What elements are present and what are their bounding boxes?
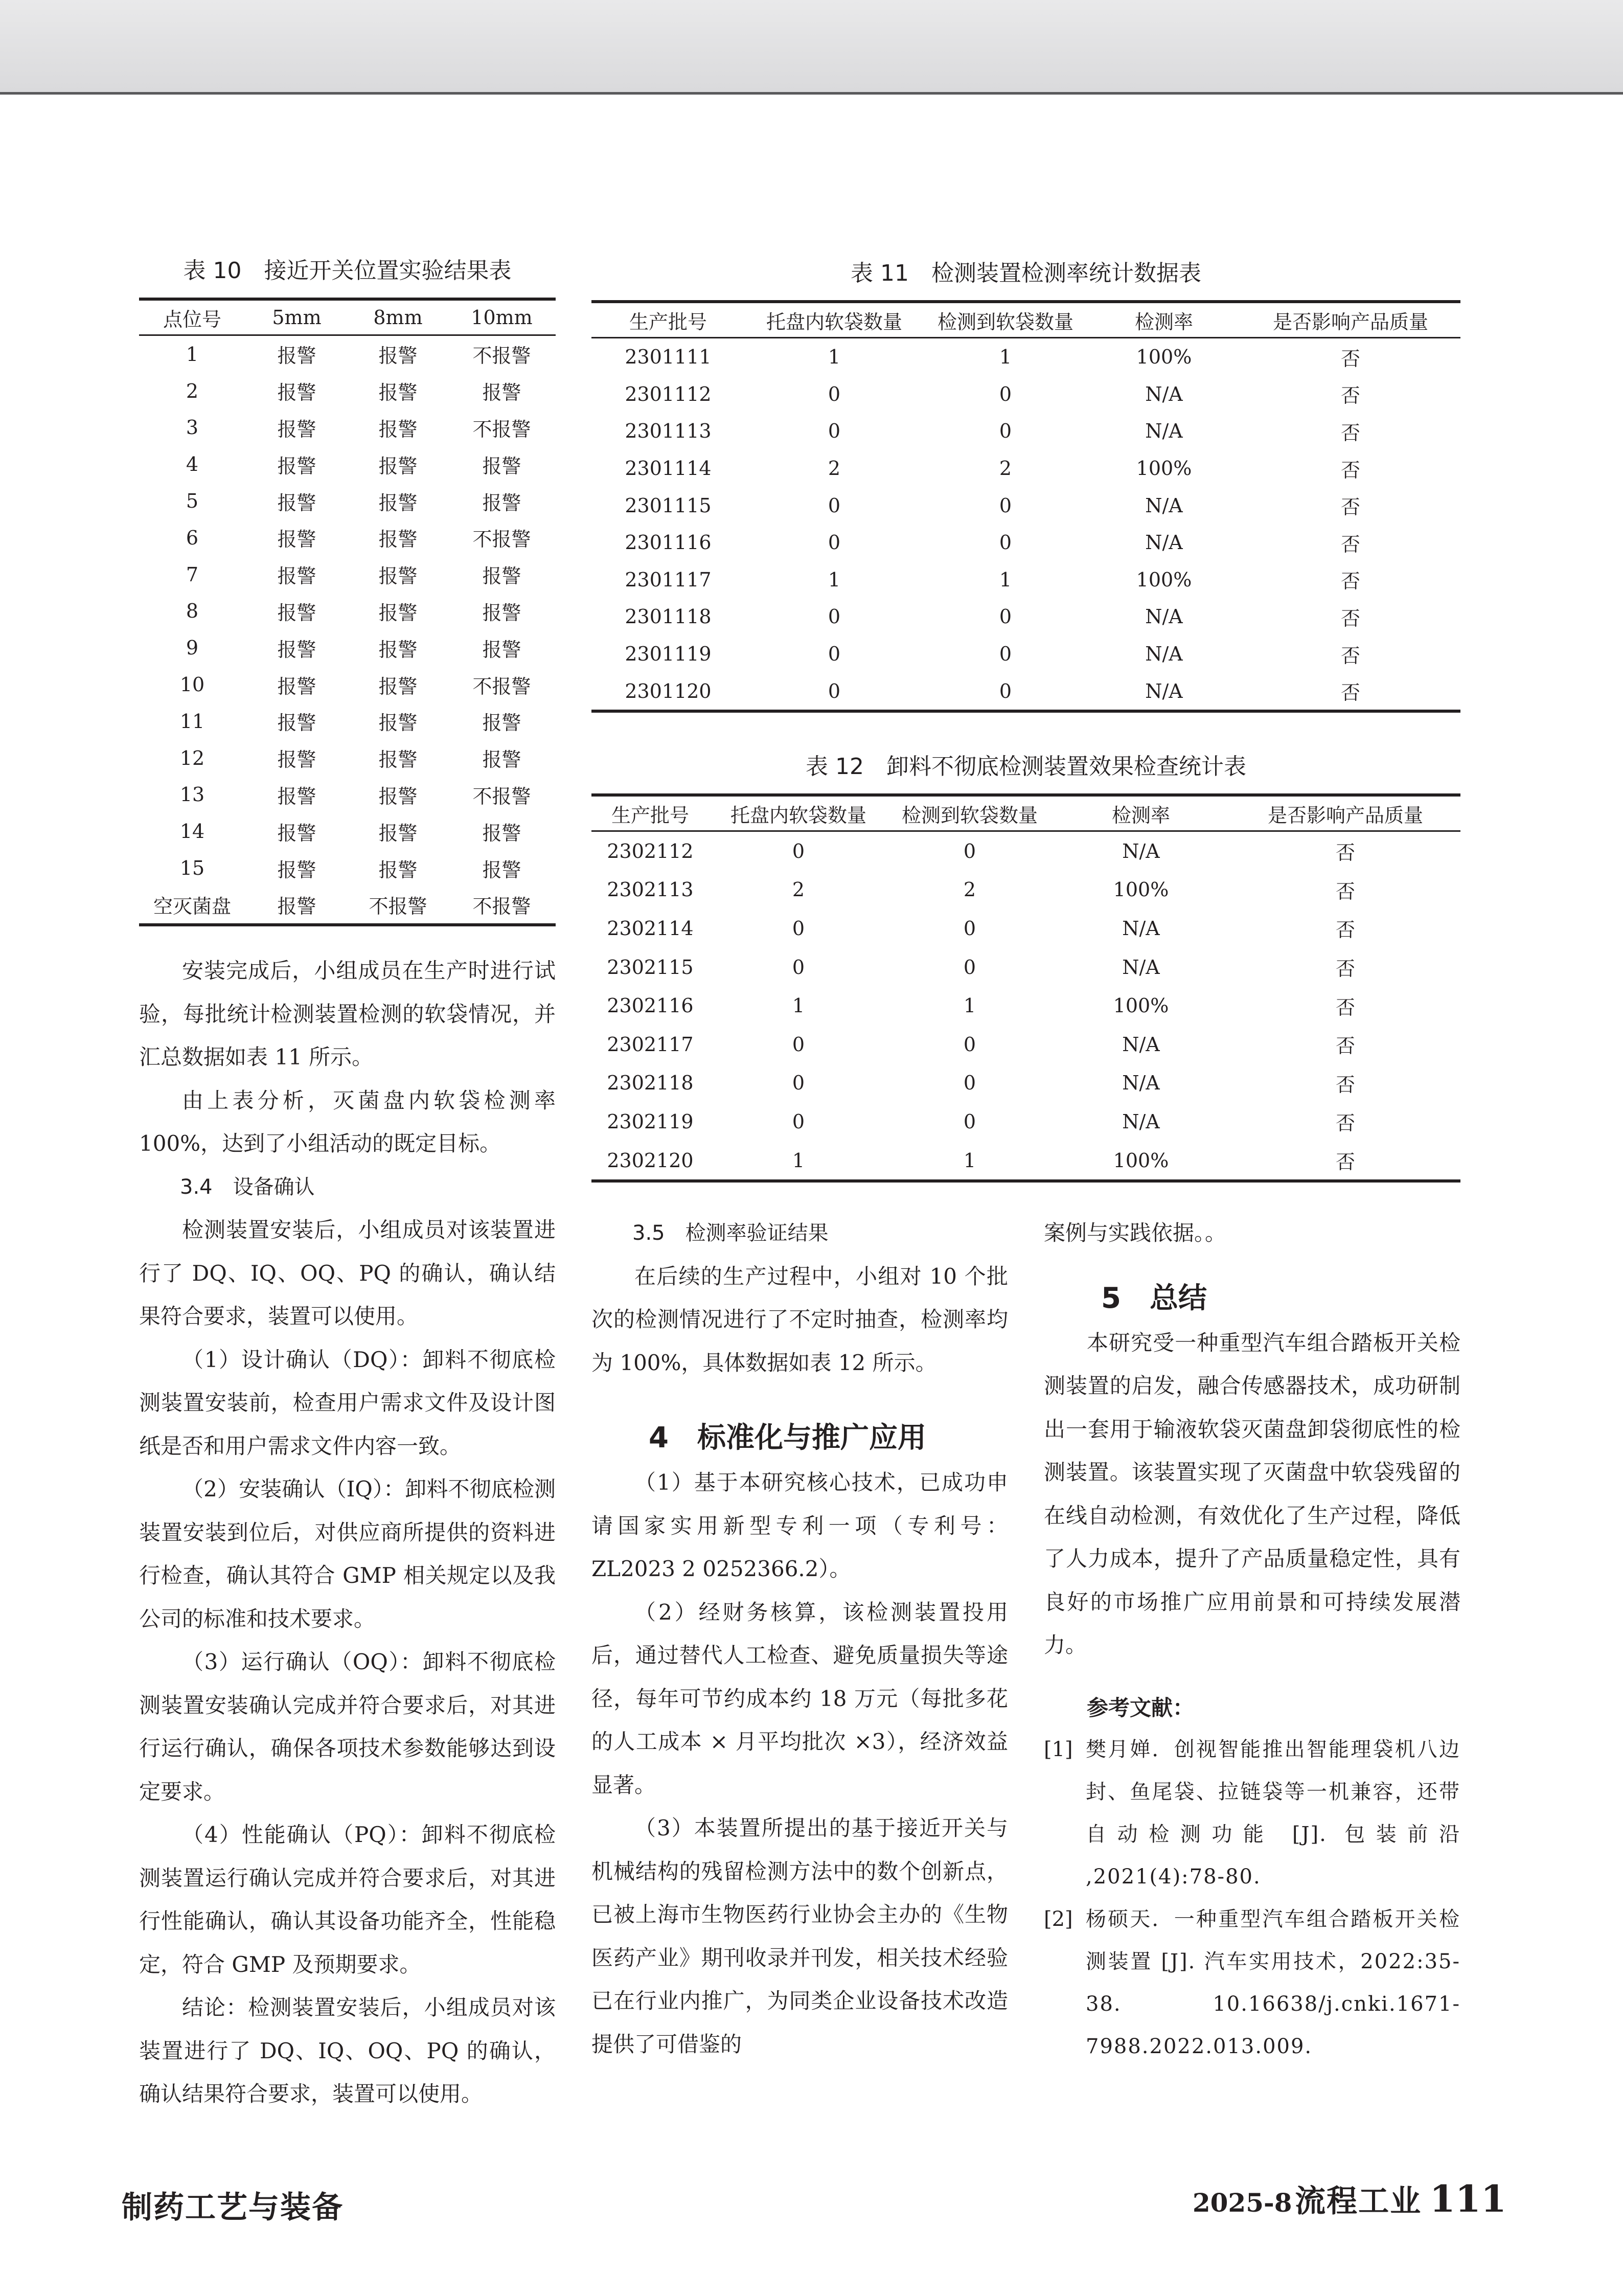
reference-number: [2] — [1044, 1907, 1073, 1931]
table-cell: 否 — [1335, 996, 1355, 1019]
paragraph: （2）安装确认（IQ）：卸料不彻底检测装置安装到位后，对供应商所提供的资料进行检查，确认其符合 GMP 相关规定以及我公司的标准和技术要求。 — [139, 1476, 556, 1631]
table-header-cell: 点位号 — [139, 299, 245, 335]
table-cell: 否 — [1335, 1112, 1355, 1135]
table-cell: 2301112 — [625, 382, 712, 405]
table-cell: 2302119 — [607, 1110, 694, 1133]
table-cell: 报警 — [277, 381, 316, 404]
paragraph: 检测装置安装后，小组成员对该装置进行了 DQ、IQ、OQ、PQ 的确认，确认结果符合要求，装置可以使用。 — [139, 1217, 556, 1329]
table-row — [139, 446, 556, 483]
table-header-cell: 5mm — [245, 299, 348, 335]
table-cell: 100% — [1136, 568, 1192, 591]
table-cell: 2302115 — [607, 956, 694, 979]
table-cell: 3 — [186, 416, 199, 439]
table-row — [139, 703, 556, 740]
reference-text: 杨硕天．一种重型汽车组合踏板开关检测装置 [J]. 汽车实用技术，2022:35-38. 10.16638/j.cnki.1671-7988.2022.013.009. — [1086, 1907, 1460, 2058]
paragraph: （4）性能确认（PQ）：卸料不彻底检测装置运行确认完成并符合要求后，对其进行性能确认，确认其设备功能齐全，性能稳定，符合 GMP 及预期要求。 — [139, 1822, 556, 1977]
page-number: 111 — [1429, 2177, 1506, 2220]
table-cell: 0 — [999, 382, 1012, 405]
table-cell: 报警 — [378, 675, 418, 698]
section-heading-4: 4 标准化与推广应用 — [649, 1421, 926, 1454]
table-cell: 不报警 — [472, 528, 531, 551]
table-cell: 2 — [828, 457, 841, 480]
reference-item — [1044, 1898, 1460, 2068]
table-cell: 不报警 — [472, 785, 531, 808]
table-cell: 2302118 — [607, 1072, 694, 1095]
table-cell: N/A — [1122, 956, 1160, 979]
table-cell: 0 — [963, 1110, 976, 1133]
table-cell: 2302120 — [607, 1149, 694, 1172]
table-cell: 否 — [1340, 681, 1360, 704]
table-cell: 报警 — [482, 381, 521, 404]
table-cell: 0 — [828, 420, 841, 443]
table-cell: 否 — [1340, 459, 1360, 482]
table-cell: 0 — [828, 605, 841, 628]
table-cell: 报警 — [482, 748, 521, 771]
table-cell: 报警 — [277, 528, 316, 551]
table-cell: 报警 — [378, 491, 418, 514]
table-cell: 否 — [1340, 421, 1360, 444]
table-cell: N/A — [1145, 382, 1183, 405]
table-cell: 0 — [792, 917, 805, 940]
table-cell: 报警 — [378, 601, 418, 624]
table-row — [139, 629, 556, 666]
table-row — [139, 850, 556, 886]
table-cell: 报警 — [277, 601, 316, 624]
table-cell: 2301111 — [625, 346, 712, 369]
table-cell: 报警 — [277, 454, 316, 478]
table-cell: 0 — [999, 494, 1012, 517]
table-cell: 100% — [1113, 994, 1169, 1017]
footer-journal-name: 流程工业 — [1295, 2184, 1422, 2219]
table-header-cell: 生产批号 — [591, 302, 745, 338]
table-cell: N/A — [1122, 839, 1160, 862]
table-row — [591, 1064, 1460, 1103]
table-cell: 1 — [792, 994, 805, 1017]
table-cell: 1 — [999, 568, 1012, 591]
table-cell: 2302113 — [607, 878, 694, 901]
table-cell: 报警 — [378, 858, 418, 881]
table-cell: 不报警 — [472, 345, 531, 368]
table-cell: 0 — [792, 839, 805, 862]
table-cell: 2301117 — [625, 568, 712, 591]
table-row — [591, 598, 1460, 635]
table-cell: 否 — [1340, 570, 1360, 593]
table-cell: 100% — [1136, 457, 1192, 480]
table-cell: 2301120 — [625, 679, 712, 702]
references-heading: 参考文献： — [1087, 1695, 1195, 1720]
middle-column — [591, 1212, 1008, 2066]
table12 — [591, 793, 1460, 1183]
table-cell: 0 — [963, 1033, 976, 1056]
table-row — [139, 886, 556, 925]
table-cell: 报警 — [277, 638, 316, 661]
table-cell: 报警 — [378, 418, 418, 441]
table-cell: 否 — [1340, 607, 1360, 630]
table-cell: 报警 — [277, 822, 316, 845]
table-cell: 空灭菌盘 — [153, 895, 231, 918]
table-cell: 报警 — [378, 712, 418, 735]
table-cell: 2301119 — [625, 643, 712, 666]
table11-caption: 表 11 检测装置检测率统计数据表 — [851, 260, 1201, 286]
table-cell: 报警 — [277, 345, 316, 368]
table-row — [591, 487, 1460, 524]
paragraph: 由上表分析，灭菌盘内软袋检测率 100%，达到了小组活动的既定目标。 — [139, 1087, 556, 1156]
table-cell: 否 — [1340, 384, 1360, 407]
table-cell: 2 — [963, 878, 976, 901]
table-cell: 2302112 — [607, 839, 694, 862]
table-cell: 0 — [828, 531, 841, 554]
table-row — [591, 376, 1460, 413]
table-cell: 0 — [999, 643, 1012, 666]
table-cell: 报警 — [378, 528, 418, 551]
table-cell: 8 — [186, 600, 199, 623]
table-cell: 0 — [999, 679, 1012, 702]
table-header-cell: 检测率 — [1087, 302, 1241, 338]
table-row — [139, 813, 556, 850]
paragraph: （1）设计确认（DQ）：卸料不彻底检测装置安装前，检查用户需求文件及设计图纸是否和用户需求文件内容一致。 — [139, 1347, 556, 1459]
table-cell: 否 — [1340, 496, 1360, 519]
footer-section-title: 制药工艺与装备 — [122, 2190, 344, 2225]
table-cell: 4 — [186, 453, 199, 476]
table-row — [591, 948, 1460, 987]
page-top-band — [0, 0, 1623, 95]
table-header-cell: 是否影响产品质量 — [1241, 302, 1460, 338]
table-cell: 6 — [186, 526, 199, 549]
table-cell: N/A — [1145, 605, 1183, 628]
table-cell: N/A — [1122, 1033, 1160, 1056]
paragraph: （1）基于本研究核心技术，已成功申请国家实用新型专利一项（专利号：ZL2023 2 0252366.2）。 — [591, 1470, 1008, 1581]
table-cell: 否 — [1335, 1073, 1355, 1096]
table-cell: 否 — [1340, 347, 1360, 370]
table-cell: 12 — [179, 746, 205, 769]
table-cell: 不报警 — [472, 895, 531, 918]
table-row — [139, 740, 556, 777]
table-row — [139, 335, 556, 373]
table-row — [591, 831, 1460, 871]
table-row — [139, 777, 556, 813]
table-cell: 报警 — [482, 601, 521, 624]
table-cell: 2301114 — [625, 457, 712, 480]
table-cell: 1 — [792, 1149, 805, 1172]
table-cell: 报警 — [482, 491, 521, 514]
table10 — [139, 298, 556, 926]
table-cell: 0 — [828, 494, 841, 517]
table-cell: 报警 — [277, 418, 316, 441]
table-cell: 报警 — [378, 748, 418, 771]
table-header-cell: 生产批号 — [591, 795, 709, 831]
table-cell: 1 — [828, 346, 841, 369]
table-header-cell: 10mm — [448, 299, 556, 335]
table-cell: 100% — [1113, 1149, 1169, 1172]
table-cell: 11 — [179, 710, 205, 733]
paragraph: 安装完成后，小组成员在生产时进行试验，每批统计检测装置检测的软袋情况，并汇总数据如表 11 所示。 — [139, 958, 556, 1070]
paragraph: （3）运行确认（OQ）：卸料不彻底检测装置安装确认完成并符合要求后，对其进行运行确认，确保各项技术参数能够达到设定要求。 — [139, 1649, 556, 1804]
table-row — [139, 556, 556, 593]
table-header-cell: 托盘内软袋数量 — [709, 795, 888, 831]
table-cell: 15 — [179, 857, 205, 880]
table-cell: N/A — [1145, 679, 1183, 702]
table-cell: 5 — [186, 490, 199, 513]
table-cell: 0 — [963, 1072, 976, 1095]
table-cell: 报警 — [482, 712, 521, 735]
table-cell: 报警 — [277, 748, 316, 771]
paragraph: 本研究受一种重型汽车组合踏板开关检测装置的启发，融合传感器技术，成功研制出一套用于输液软袋灭菌盘卸袋彻底性的检测装置。该装置实现了灭菌盘中软袋残留的在线自动检测，有效优化了生产过程，降低了人力成本，提升了产品质量稳定性，具有良好的市场推广应用前景和可持续发展潜力。 — [1044, 1330, 1460, 1657]
table-cell: 不报警 — [369, 895, 427, 918]
table-row — [591, 1102, 1460, 1141]
table-cell: 100% — [1136, 346, 1192, 369]
table-cell: 2302114 — [607, 917, 694, 940]
table-cell: 0 — [792, 1072, 805, 1095]
table-cell: 报警 — [482, 822, 521, 845]
table-cell: 报警 — [482, 638, 521, 661]
table-cell: 否 — [1335, 1035, 1355, 1058]
table-cell: 0 — [792, 956, 805, 979]
table-row — [591, 561, 1460, 599]
table-cell: 10 — [179, 673, 205, 696]
table-row — [591, 871, 1460, 910]
table-cell: 不报警 — [472, 675, 531, 698]
table-row — [591, 909, 1460, 948]
table-cell: 14 — [179, 820, 205, 843]
table-cell: 不报警 — [472, 418, 531, 441]
table-cell: 2302116 — [607, 994, 694, 1017]
paragraph: （3）本装置所提出的基于接近开关与机械结构的残留检测方法中的数个创新点，已被上海市生物医药行业协会主办的《生物医药产业》期刊收录并刊发，相关技术经验已在行业内推广，为同类企业设备技术改造提供了可借鉴的 — [591, 1815, 1008, 2057]
table-cell: N/A — [1145, 643, 1183, 666]
table-row — [591, 1141, 1460, 1181]
table-cell: 报警 — [482, 565, 521, 588]
table-header-cell: 是否影响产品质量 — [1230, 795, 1460, 831]
table-cell: 0 — [999, 605, 1012, 628]
table-cell: 2301113 — [625, 420, 712, 443]
table-cell: 0 — [963, 917, 976, 940]
table-cell: 2301115 — [625, 494, 712, 517]
reference-number: [1] — [1044, 1737, 1073, 1761]
table-header-cell: 8mm — [348, 299, 448, 335]
table-cell: 0 — [999, 420, 1012, 443]
table-cell: 报警 — [277, 895, 316, 918]
table-cell: 报警 — [277, 675, 316, 698]
table11 — [591, 300, 1460, 713]
table-header-cell: 检测到软袋数量 — [924, 302, 1087, 338]
reference-item — [1044, 1729, 1460, 1898]
table-cell: 报警 — [378, 454, 418, 478]
table-row — [591, 635, 1460, 673]
table-row — [591, 672, 1460, 711]
table-row — [139, 483, 556, 519]
table-cell: N/A — [1122, 1072, 1160, 1095]
table-cell: 0 — [828, 382, 841, 405]
table-cell: 0 — [828, 643, 841, 666]
table-cell: 否 — [1335, 919, 1355, 942]
table-cell: 否 — [1340, 644, 1360, 667]
table-cell: 100% — [1113, 878, 1169, 901]
table-cell: 否 — [1335, 958, 1355, 981]
table-cell: 报警 — [378, 565, 418, 588]
table-cell: N/A — [1122, 917, 1160, 940]
table-cell: 报警 — [277, 858, 316, 881]
table-cell: 报警 — [277, 565, 316, 588]
table-cell: N/A — [1145, 494, 1183, 517]
table-row — [591, 338, 1460, 376]
table12-caption: 表 12 卸料不彻底检测装置效果检查统计表 — [806, 754, 1246, 780]
table-row — [591, 986, 1460, 1025]
table-row — [139, 519, 556, 556]
table-cell: 1 — [828, 568, 841, 591]
table-row — [139, 593, 556, 630]
section-heading-3-4: 3.4 设备确认 — [180, 1175, 315, 1199]
table-row — [139, 410, 556, 446]
table-cell: 报警 — [482, 858, 521, 881]
table-cell: 9 — [186, 636, 199, 660]
table-cell: 报警 — [378, 785, 418, 808]
paragraph-continued: 案例与实践依据。。 — [1044, 1220, 1227, 1245]
table10-caption: 表 10 接近开关位置实验结果表 — [183, 258, 512, 284]
table-cell: 0 — [963, 956, 976, 979]
table-cell: 报警 — [378, 345, 418, 368]
right-column — [1044, 1212, 1460, 2068]
table-header-cell: 托盘内软袋数量 — [745, 302, 924, 338]
footer-journal-info — [1193, 2177, 1506, 2221]
table-cell: 否 — [1335, 880, 1355, 903]
table-row — [591, 413, 1460, 450]
table-cell: 报警 — [378, 638, 418, 661]
table-row — [139, 373, 556, 410]
table-cell: 否 — [1335, 1151, 1355, 1174]
footer-issue: 2025-8 — [1192, 2188, 1292, 2218]
table-cell: 0 — [828, 679, 841, 702]
table-cell: 0 — [999, 531, 1012, 554]
section-heading-5: 5 总结 — [1101, 1281, 1207, 1315]
table-cell: 2302117 — [607, 1033, 694, 1056]
table-cell: 报警 — [277, 491, 316, 514]
table-row — [591, 1025, 1460, 1064]
table-cell: 报警 — [482, 454, 521, 478]
table-cell: 0 — [963, 839, 976, 862]
table-cell: 报警 — [277, 785, 316, 808]
table-cell: 2 — [792, 878, 805, 901]
table-cell: 否 — [1340, 533, 1360, 556]
section-heading-3-5: 3.5 检测率验证结果 — [632, 1221, 829, 1245]
table-cell: 1 — [186, 343, 199, 366]
table-cell: 1 — [963, 994, 976, 1017]
table-cell: 2 — [999, 457, 1012, 480]
table-cell: 13 — [179, 783, 205, 806]
table-cell: 2301116 — [625, 531, 712, 554]
table-cell: N/A — [1145, 420, 1183, 443]
table-cell: 1 — [999, 346, 1012, 369]
table-row — [591, 450, 1460, 487]
paragraph: 结论：检测装置安装后，小组成员对该装置进行了 DQ、IQ、OQ、PQ 的确认，确认结果符合要求，装置可以使用。 — [139, 1995, 556, 2106]
table-cell: N/A — [1145, 531, 1183, 554]
reference-text: 樊月婵．创视智能推出智能理袋机八边封、鱼尾袋、拉链袋等一机兼容，还带自动检测功能 [J]. 包装前沿 ,2021(4):78-80. — [1086, 1737, 1460, 1889]
paragraph: 在后续的生产过程中，小组对 10 个批次的检测情况进行了不定时抽查，检测率均为 100%，具体数据如表 12 所示。 — [591, 1263, 1008, 1375]
left-column — [139, 949, 556, 2116]
table-cell: 7 — [186, 563, 199, 586]
table-header-cell: 检测率 — [1051, 795, 1230, 831]
table-cell: 0 — [792, 1033, 805, 1056]
table-header-cell: 检测到软袋数量 — [888, 795, 1051, 831]
paragraph: （2）经财务核算，该检测装置投用后，通过替代人工检查、避免质量损失等途径，每年可节约成本约 18 万元（每批多花的人工成本 × 月平均批次 ×3），经济效益显著。 — [591, 1599, 1008, 1798]
table-row — [591, 524, 1460, 561]
table-cell: 报警 — [378, 381, 418, 404]
table-cell: 0 — [792, 1110, 805, 1133]
table-cell: 2 — [186, 379, 199, 402]
table-cell: 1 — [963, 1149, 976, 1172]
table-cell: 否 — [1335, 842, 1355, 865]
table-cell: 报警 — [277, 712, 316, 735]
table-row — [139, 666, 556, 703]
table-cell: 报警 — [378, 822, 418, 845]
table-cell: N/A — [1122, 1110, 1160, 1133]
table-cell: 2301118 — [625, 605, 712, 628]
